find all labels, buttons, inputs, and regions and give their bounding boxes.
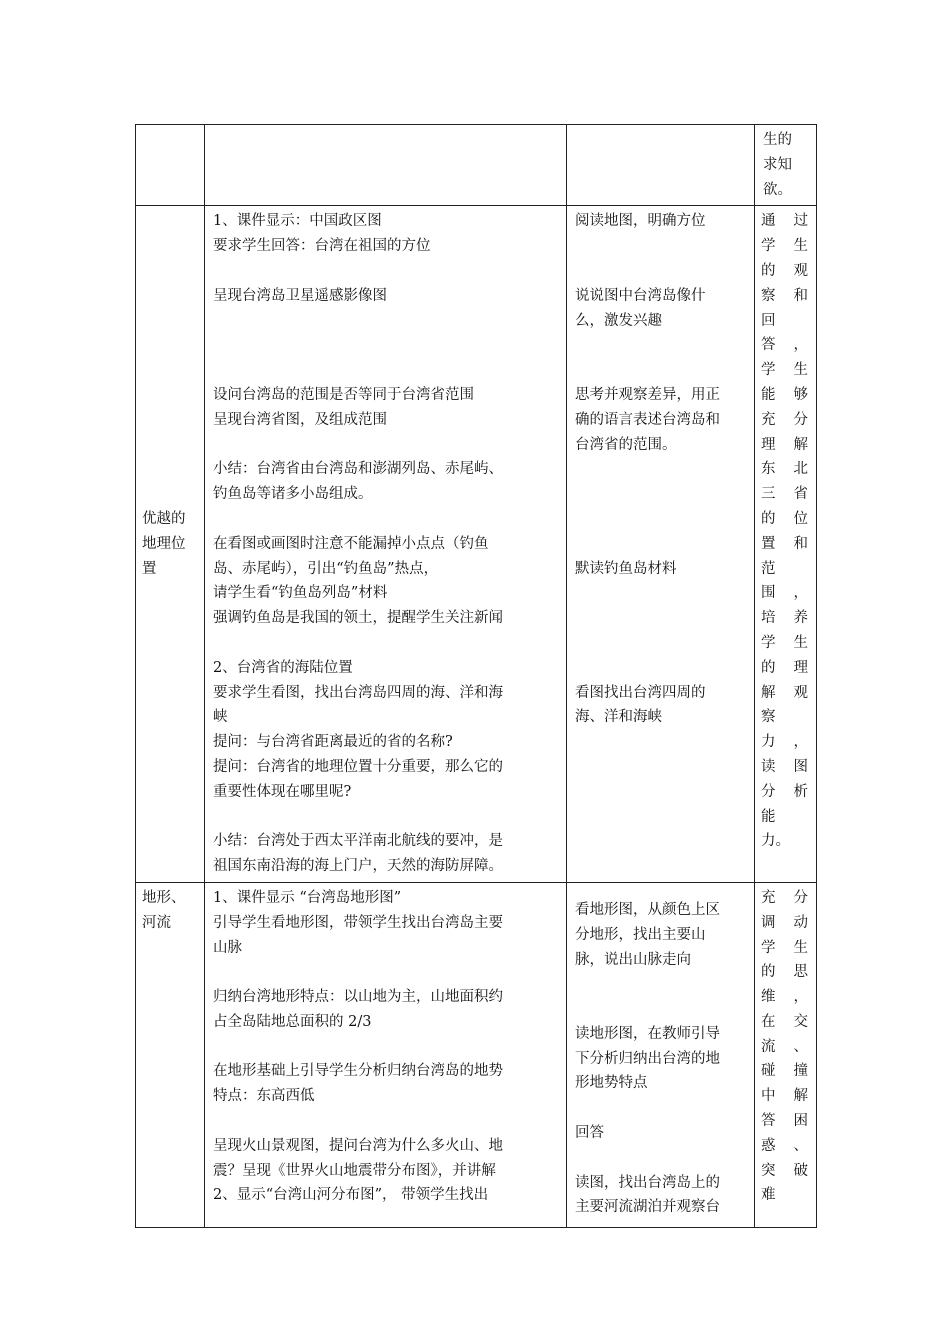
intent-char: 困 <box>793 1113 808 1130</box>
blank-line <box>213 805 560 830</box>
blank-line <box>213 259 560 284</box>
blank-line <box>575 259 748 284</box>
intent-char: 调 <box>761 914 776 931</box>
intent-char: 北 <box>793 461 808 478</box>
blank-line <box>575 234 748 259</box>
intent-char: 学 <box>761 634 776 651</box>
intent-char: ， <box>793 734 808 751</box>
intent-char: 范 <box>761 560 776 577</box>
blank-line <box>575 457 748 482</box>
text-line: 分地形，找出主要山 <box>575 926 706 943</box>
text-line: 1、课件显示 “台湾岛地形图” <box>213 889 402 906</box>
intent-char: 的 <box>761 659 776 676</box>
text-line: 欲。 <box>763 181 792 198</box>
intent-char: 流 <box>761 1038 776 1055</box>
intent-char: 回 <box>761 312 776 329</box>
intent-line <box>761 780 808 805</box>
intent-char: 力。 <box>761 833 790 850</box>
intent-line <box>761 408 808 433</box>
intent-line <box>761 482 808 507</box>
text-line: 主要河流湖泊并观察台 <box>575 1199 720 1216</box>
text-line: 读图，找出台湾岛上的 <box>575 1174 720 1191</box>
intent-char: 思 <box>793 964 808 981</box>
text-line: 提问：与台湾省距离最近的省的名称? <box>213 734 453 751</box>
text-line: 请学生看“钓鱼岛列岛”材料 <box>213 585 388 602</box>
text-line: 峡 <box>213 709 228 726</box>
text-line: 设问台湾岛的范围是否等同于台湾省范围 <box>213 386 474 403</box>
text-line: 要求学生看图，找出台湾岛四周的海、洋和海 <box>213 684 503 701</box>
intent-line <box>761 209 808 234</box>
text-line: 占全岛陆地总面积的 2/3 <box>213 1013 372 1030</box>
intent-char: 观 <box>793 684 808 701</box>
blank-line <box>575 972 748 997</box>
text-line: 小结：台湾省由台湾岛和澎湖列岛、赤尾屿、 <box>213 461 503 478</box>
intent-line <box>761 284 808 309</box>
intent-line <box>761 234 808 259</box>
intent-char: 能 <box>761 386 776 403</box>
intent-line <box>761 507 808 532</box>
intent-char: 省 <box>793 486 808 503</box>
text-line: 强调钓鱼岛是我国的领土，提醒学生关注新闻 <box>213 610 503 627</box>
intent-char: 惑 <box>761 1137 776 1154</box>
blank-line <box>213 507 560 532</box>
text-line: 钓鱼岛等诸多小岛组成。 <box>213 486 373 503</box>
blank-line <box>575 507 748 532</box>
intent-char: 解 <box>793 1088 808 1105</box>
table-row <box>136 882 817 1227</box>
intent-line <box>761 358 808 383</box>
row2-student-cell <box>567 882 755 1227</box>
blank-line <box>575 1146 748 1171</box>
intent-line <box>761 1109 808 1134</box>
text-line: 1、课件显示：中国政区图 <box>213 213 382 230</box>
table-row <box>136 206 817 883</box>
intent-line <box>761 309 808 334</box>
intent-char: 能 <box>761 808 776 825</box>
blank-line <box>213 960 560 985</box>
text-line: 呈现火山景观图，提问台湾为什么多火山、地 <box>213 1137 503 1154</box>
intent-char: 和 <box>793 287 808 304</box>
intent-line <box>761 985 808 1010</box>
row1-intent-cell <box>755 206 817 883</box>
intent-line <box>761 681 808 706</box>
intent-char: 生 <box>793 362 808 379</box>
text-line: 生的 <box>763 132 792 148</box>
intent-char: 在 <box>761 1013 776 1030</box>
text-line: 回答 <box>575 1125 604 1142</box>
intent-char: 理 <box>761 436 776 453</box>
intent-char: 三 <box>761 486 776 503</box>
text-line: 祖国东南沿海的海上门户，天然的海防屏障。 <box>213 858 503 875</box>
row2-intent-cell <box>755 882 817 1227</box>
intent-char: 力 <box>761 734 776 751</box>
intent-char: 理 <box>793 659 808 676</box>
intent-char: ， <box>793 585 808 602</box>
intent-line <box>761 1183 808 1208</box>
intent-char: 碰 <box>761 1063 776 1080</box>
intent-line <box>761 656 808 681</box>
intent-char: 分 <box>793 411 808 428</box>
intent-line <box>761 911 808 936</box>
intent-line <box>761 1059 808 1084</box>
intent-line <box>761 606 808 631</box>
intent-char: 交 <box>793 1013 808 1030</box>
text-line: 说说图中台湾岛像什 <box>575 287 706 304</box>
text-line: 特点：东高西低 <box>213 1088 315 1105</box>
text-line: 要求学生回答：台湾在祖国的方位 <box>213 238 431 255</box>
text-line: 引导学生看地形图，带领学生找出台湾岛主要 <box>213 914 503 931</box>
intent-char: 动 <box>793 914 808 931</box>
text-line: 在地形基础上引导学生分析归纳台湾岛的地势 <box>213 1063 503 1080</box>
intent-line <box>761 936 808 961</box>
text-line: 形地势特点 <box>575 1075 648 1092</box>
intent-char: 东 <box>761 461 776 478</box>
lesson-plan-table <box>135 124 817 1228</box>
text-line: 脉，说出山脉走向 <box>575 951 691 968</box>
blank-line <box>213 631 560 656</box>
intent-char: 置 <box>761 535 776 552</box>
blank-line <box>575 358 748 383</box>
text-line: 海、洋和海峡 <box>575 709 662 726</box>
intent-char: 充 <box>761 411 776 428</box>
intent-line <box>761 805 808 830</box>
intent-char: 察 <box>761 287 776 304</box>
text-line: 求知 <box>763 156 792 173</box>
blank-line <box>575 656 748 681</box>
row2-teacher-cell <box>205 882 567 1227</box>
text-line: 看地形图，从颜色上区 <box>575 901 720 918</box>
intent-char: 观 <box>793 262 808 279</box>
intent-line <box>761 1035 808 1060</box>
intent-char: 解 <box>761 684 776 701</box>
intent-char: 察 <box>761 709 776 726</box>
text-line: 重要性体现在哪里呢? <box>213 783 352 800</box>
text-line: 山脉 <box>213 939 242 956</box>
intent-char: 围 <box>761 585 776 602</box>
intent-line <box>761 1134 808 1159</box>
intent-char: 解 <box>793 436 808 453</box>
text-line: 阅读地图，明确方位 <box>575 213 706 230</box>
text-line: 岛、赤尾屿），引出“钓鱼岛”热点， <box>213 560 439 577</box>
intent-line <box>761 730 808 755</box>
intent-char: 破 <box>793 1162 808 1179</box>
text-line: 下分析归纳出台湾的地 <box>575 1050 720 1067</box>
intent-char: 位 <box>793 510 808 527</box>
intent-line <box>761 557 808 582</box>
intent-line <box>761 532 808 557</box>
text-line: 么，激发兴趣 <box>575 312 662 329</box>
intent-char: 够 <box>793 386 808 403</box>
intent-char: 分 <box>793 889 808 906</box>
intent-char: 难 <box>761 1187 776 1204</box>
intent-char: 析 <box>793 783 808 800</box>
blank-line <box>213 1109 560 1134</box>
intent-char: 、 <box>793 1137 808 1154</box>
blank-line <box>575 532 748 557</box>
intent-line <box>761 433 808 458</box>
intent-char: 的 <box>761 510 776 527</box>
text-line: 默读钓鱼岛材料 <box>575 560 677 577</box>
intent-char: 的 <box>761 262 776 279</box>
text-line: 读地形图，在教师引导 <box>575 1025 720 1042</box>
row2-topic-cell: 地形、河流 <box>136 882 205 1227</box>
intent-line <box>761 829 808 854</box>
text-line: 归纳台湾地形特点：以山地为主，山地面积约 <box>213 989 503 1006</box>
intent-line <box>761 457 808 482</box>
blank-line <box>213 1035 560 1060</box>
intent-line <box>761 1159 808 1184</box>
text-line: 呈现台湾岛卫星遥感影像图 <box>213 287 387 304</box>
intent-line <box>761 1084 808 1109</box>
row0-teacher-cell <box>205 125 567 206</box>
intent-char: 生 <box>793 939 808 956</box>
row1-topic-cell: 优越的地理位置 <box>136 206 205 883</box>
intent-char: 养 <box>793 610 808 627</box>
text-line: 小结：台湾处于西太平洋南北航线的要冲，是 <box>213 833 503 850</box>
intent-char: 突 <box>761 1162 776 1179</box>
intent-line <box>761 705 808 730</box>
intent-char: 答 <box>761 337 776 354</box>
intent-line <box>761 333 808 358</box>
text-line: 看图找出台湾四周的 <box>575 684 706 701</box>
blank-line <box>575 606 748 631</box>
intent-line <box>761 383 808 408</box>
intent-char: 答 <box>761 1113 776 1130</box>
row1-teacher-cell <box>205 206 567 883</box>
blank-line <box>575 997 748 1022</box>
intent-char: 培 <box>761 610 776 627</box>
intent-char: 的 <box>761 964 776 981</box>
row0-student-cell <box>567 125 755 206</box>
text-line: 思考并观察差异，用正 <box>575 386 720 403</box>
intent-char: 和 <box>793 535 808 552</box>
blank-line <box>575 581 748 606</box>
row0-intent-cell <box>755 125 817 206</box>
intent-char: 生 <box>793 238 808 255</box>
row1-student-cell <box>567 206 755 883</box>
row0-topic-cell <box>136 125 205 206</box>
intent-char: 维 <box>761 989 776 1006</box>
intent-line <box>761 581 808 606</box>
intent-line <box>761 1010 808 1035</box>
table-row <box>136 125 817 206</box>
blank-line <box>213 309 560 334</box>
blank-line <box>213 433 560 458</box>
text-line: 确的语言表述台湾岛和 <box>575 411 720 428</box>
blank-line <box>575 1096 748 1121</box>
intent-char: 通 <box>761 213 776 230</box>
intent-char: 充 <box>761 889 776 906</box>
intent-char: 撞 <box>793 1063 808 1080</box>
text-line: 2、显示“台湾山河分布图”， 带领学生找出 <box>213 1187 489 1204</box>
blank-line <box>575 333 748 358</box>
intent-char: 学 <box>761 238 776 255</box>
blank-line <box>213 358 560 383</box>
intent-char: 生 <box>793 634 808 651</box>
text-line: 2、台湾省的海陆位置 <box>213 659 353 676</box>
text-line: 震？呈现《世界火山地震带分布图》，并讲解 <box>213 1162 496 1179</box>
text-line: 呈现台湾省图，及组成范围 <box>213 411 387 428</box>
intent-char: 图 <box>793 758 808 775</box>
intent-char: 中 <box>761 1088 776 1105</box>
intent-line <box>761 259 808 284</box>
intent-char: 学 <box>761 362 776 379</box>
intent-char: 过 <box>793 213 808 230</box>
intent-char: 、 <box>793 1038 808 1055</box>
intent-line <box>761 631 808 656</box>
blank-line <box>575 482 748 507</box>
intent-char: ， <box>793 989 808 1006</box>
blank-line <box>575 631 748 656</box>
intent-char: 学 <box>761 939 776 956</box>
intent-char: 读 <box>761 758 776 775</box>
intent-line <box>761 886 808 911</box>
intent-line <box>761 755 808 780</box>
intent-char: 分 <box>761 783 776 800</box>
blank-line <box>213 333 560 358</box>
intent-line <box>761 960 808 985</box>
intent-char: ， <box>793 337 808 354</box>
text-line: 台湾省的范围。 <box>575 436 677 453</box>
text-line: 提问：台湾省的地理位置十分重要，那么它的 <box>213 758 503 775</box>
text-line: 在看图或画图时注意不能漏掉小点点（钓鱼 <box>213 535 489 552</box>
